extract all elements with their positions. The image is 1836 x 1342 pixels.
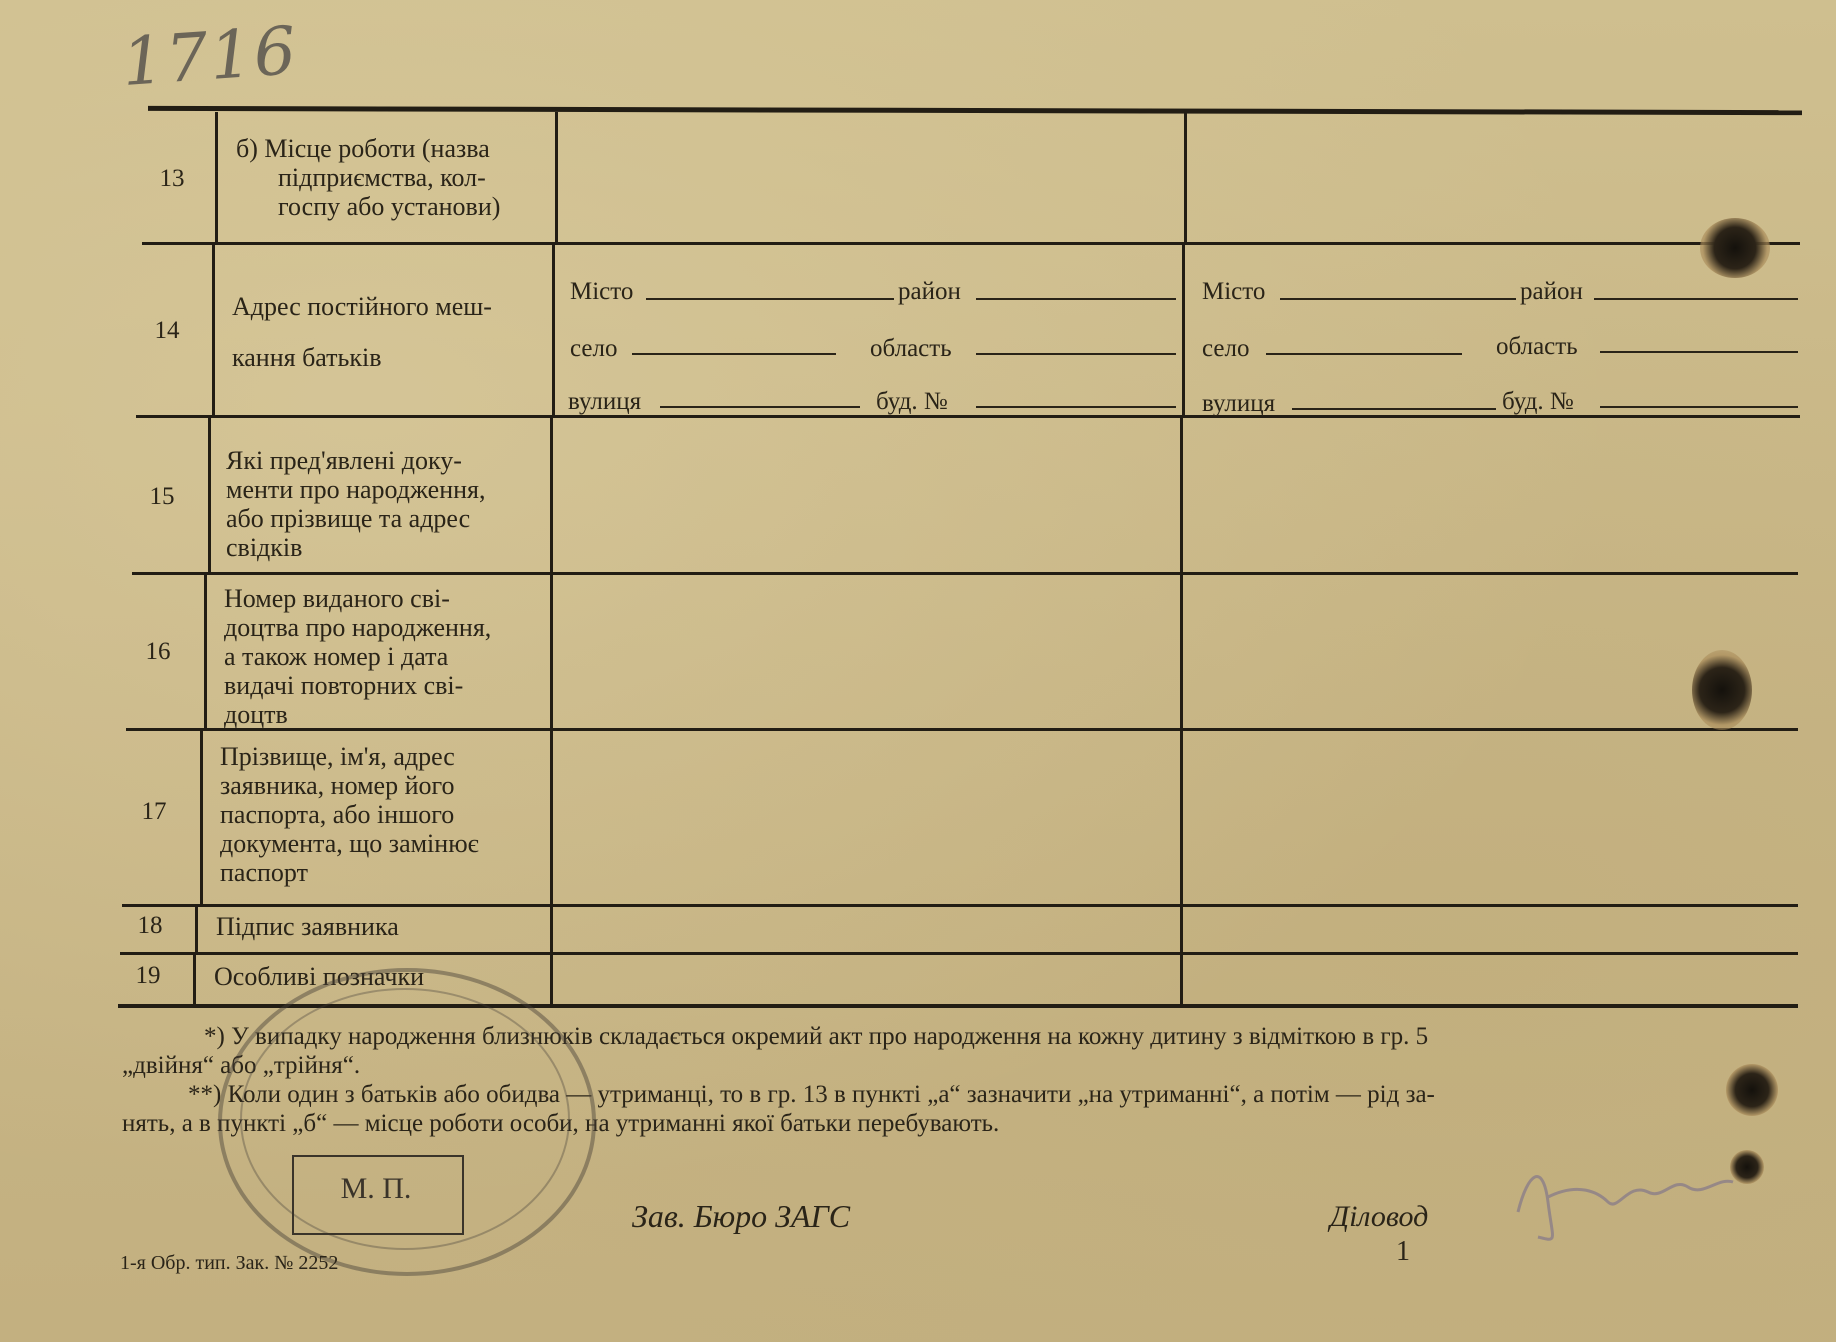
address-city-line[interactable] xyxy=(1280,298,1516,300)
address-building-line[interactable] xyxy=(1600,406,1798,408)
clerk-handwritten-signature xyxy=(1488,1142,1748,1252)
address-street-line[interactable] xyxy=(1292,408,1496,410)
row-number: 17 xyxy=(141,798,167,825)
footnote-line: нять, а в пункті „б“ — місце роботи особи, на утриманні якої батьки перебувають. xyxy=(122,1110,1000,1137)
column-divider xyxy=(215,112,218,244)
address-street-label: вулиця xyxy=(1202,390,1276,417)
label-line: доцтв xyxy=(224,700,288,729)
address-region-label: область xyxy=(870,335,952,362)
row-number: 14 xyxy=(154,317,180,344)
label-line: заявника, номер його xyxy=(220,771,455,800)
label-line: Які пред'явлені доку- xyxy=(226,446,462,475)
column-divider xyxy=(1184,112,1187,244)
address-village-line[interactable] xyxy=(1266,353,1462,355)
table-top-rule xyxy=(148,106,1802,115)
paper-hole xyxy=(1692,650,1752,730)
row-label-17 xyxy=(220,742,532,887)
address-region-line[interactable] xyxy=(976,353,1176,355)
row-label-16 xyxy=(224,584,536,729)
stamp-place-label: М. П. xyxy=(340,1172,412,1205)
label-line: Особливі позначки xyxy=(214,962,425,991)
print-info: 1-я Обр. тип. Зак. № 2252 xyxy=(120,1252,339,1274)
address-city-label: Місто xyxy=(570,278,634,305)
paper-hole xyxy=(1726,1064,1778,1116)
label-line: доцтва про народження, xyxy=(224,613,492,642)
column-divider xyxy=(1180,418,1183,1004)
label-line: госпу або установи) xyxy=(278,192,501,221)
label-line: Номер виданого сві- xyxy=(224,584,450,613)
column-divider xyxy=(200,731,203,905)
paper-hole xyxy=(1730,1150,1764,1184)
row-divider xyxy=(122,904,1798,907)
label-line: паспорт xyxy=(220,858,308,887)
column-divider xyxy=(208,418,211,573)
address-city-line[interactable] xyxy=(646,298,894,300)
row-label-18 xyxy=(216,912,528,941)
label-line: б) Місце роботи (назва xyxy=(236,134,490,163)
clerk-mark: 1 xyxy=(1396,1236,1410,1267)
row-number: 19 xyxy=(135,962,161,989)
label-line: кання батьків xyxy=(232,343,382,372)
address-street-line[interactable] xyxy=(660,406,860,408)
label-line: видачі повторних сві- xyxy=(224,671,464,700)
handwritten-number: 1716 xyxy=(119,11,301,102)
clerk-signature-label: Діловод xyxy=(1330,1200,1429,1233)
address-district-label: район xyxy=(898,278,961,305)
address-street-label: вулиця xyxy=(568,388,642,415)
address-building-label: буд. № xyxy=(876,388,948,415)
column-divider xyxy=(552,244,555,416)
row-divider xyxy=(132,572,1798,575)
address-city-label: Місто xyxy=(1202,278,1266,305)
column-divider xyxy=(195,907,198,953)
address-building-line[interactable] xyxy=(976,406,1176,408)
label-line: Підпис заявника xyxy=(216,912,399,941)
address-district-label: район xyxy=(1520,278,1583,305)
address-region-label: область xyxy=(1496,333,1578,360)
address-village-label: село xyxy=(570,335,618,362)
row-divider xyxy=(142,242,1800,245)
address-district-line[interactable] xyxy=(1594,298,1798,300)
column-divider xyxy=(550,418,553,1004)
address-building-label: буд. № xyxy=(1502,388,1574,415)
footnote-line: *) У випадку народження близнюків складається окремий акт про народження на кожну дитину з відміткою в гр. 5 xyxy=(204,1023,1429,1050)
row-label-14 xyxy=(232,292,544,372)
row-number: 18 xyxy=(137,912,163,939)
label-line: Прізвище, ім'я, адрес xyxy=(220,742,455,771)
label-line: менти про народження, xyxy=(226,475,486,504)
footnote-line: „двійня“ або „трійня“. xyxy=(122,1052,361,1079)
column-divider xyxy=(555,112,558,244)
label-line: Адрес постійного меш- xyxy=(232,292,492,321)
label-line: свідків xyxy=(226,533,303,562)
row-label-15 xyxy=(226,446,538,562)
head-signature-label: Зав. Бюро ЗАГС xyxy=(632,1198,851,1234)
row-number: 15 xyxy=(149,483,175,510)
address-district-line[interactable] xyxy=(976,298,1176,300)
row-divider xyxy=(120,952,1798,955)
label-line: паспорта, або іншого xyxy=(220,800,455,829)
row-number: 16 xyxy=(145,638,171,665)
column-divider xyxy=(212,244,215,416)
footnote-line: **) Коли один з батьків або обидва — утриманці, то в гр. 13 в пункті „а“ зазначити „на утриманні“, а потім — рід за- xyxy=(188,1081,1435,1108)
paper-hole xyxy=(1700,218,1770,278)
row-number: 13 xyxy=(159,165,185,192)
label-line: підприємства, кол- xyxy=(278,163,486,192)
row-label-13 xyxy=(236,134,548,221)
address-village-label: село xyxy=(1202,335,1250,362)
column-divider xyxy=(204,575,207,729)
address-village-line[interactable] xyxy=(632,353,836,355)
label-line: а також номер і дата xyxy=(224,642,449,671)
column-divider xyxy=(1182,244,1185,416)
column-divider xyxy=(193,955,196,1005)
address-region-line[interactable] xyxy=(1600,351,1798,353)
label-line: документа, що замінює xyxy=(220,829,479,858)
label-line: або прізвище та адрес xyxy=(226,504,471,533)
